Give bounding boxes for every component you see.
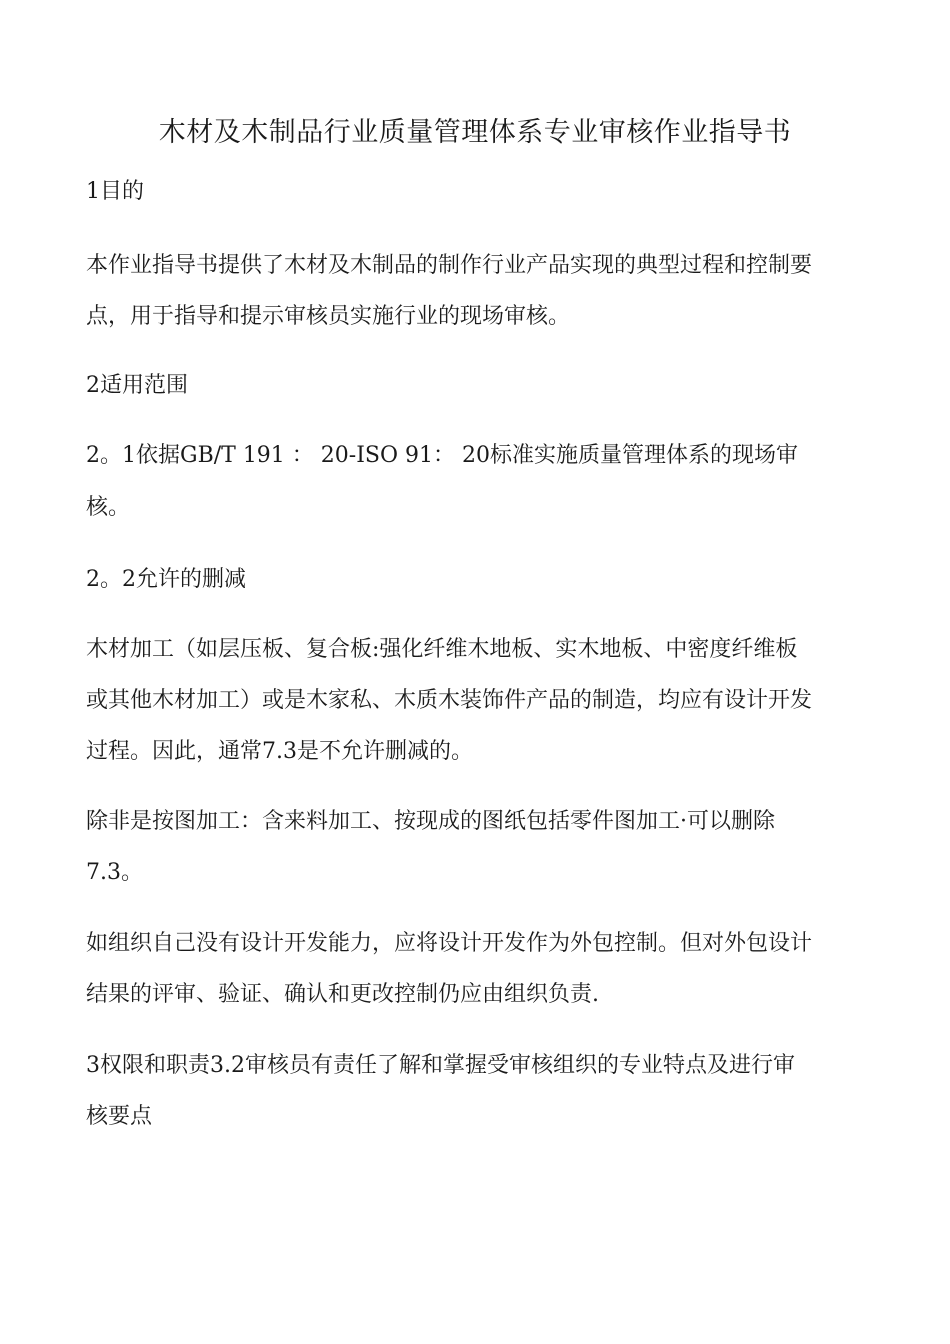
section-heading-scope: 2适用范围 bbox=[86, 373, 188, 398]
paragraph-line: 木材加工（如层压板、复合板:强化纤维木地板、实木地板、中密度纤维板 bbox=[86, 637, 798, 662]
paragraph-line: 结果的评审、验证、确认和更改控制仍应由组织负责. bbox=[86, 982, 599, 1007]
paragraph-line: 3权限和职责3.2审核员有责任了解和掌握受审核组织的专业特点及进行审 bbox=[86, 1053, 795, 1078]
section-heading-exclusions: 2。2允许的删减 bbox=[86, 567, 246, 592]
paragraph-line: 7.3。 bbox=[86, 860, 143, 885]
paragraph-line: 核要点 bbox=[86, 1104, 153, 1129]
paragraph-line: 或其他木材加工）或是木家私、木质木装饰件产品的制造，均应有设计开发 bbox=[86, 688, 813, 713]
section-heading-purpose: 1目的 bbox=[86, 179, 144, 204]
paragraph-line: 除非是按图加工：含来料加工、按现成的图纸包括零件图加工·可以删除 bbox=[86, 809, 775, 834]
paragraph-line: 点，用于指导和提示审核员实施行业的现场审核。 bbox=[86, 304, 571, 329]
paragraph-line: 2。1依据GB/T 191 ： 20-ISO 91： 20标准实施质量管理体系的现场审 bbox=[86, 443, 798, 468]
paragraph-line: 如组织自己没有设计开发能力，应将设计开发作为外包控制。但对外包设计 bbox=[86, 931, 813, 956]
paragraph-line: 核。 bbox=[86, 495, 131, 520]
document-title: 木材及木制品行业质量管理体系专业审核作业指导书 bbox=[158, 117, 792, 148]
paragraph-line: 本作业指导书提供了木材及木制品的制作行业产品实现的典型过程和控制要 bbox=[86, 253, 813, 278]
paragraph-line: 过程。因此，通常7.3是不允许删减的。 bbox=[86, 739, 473, 764]
